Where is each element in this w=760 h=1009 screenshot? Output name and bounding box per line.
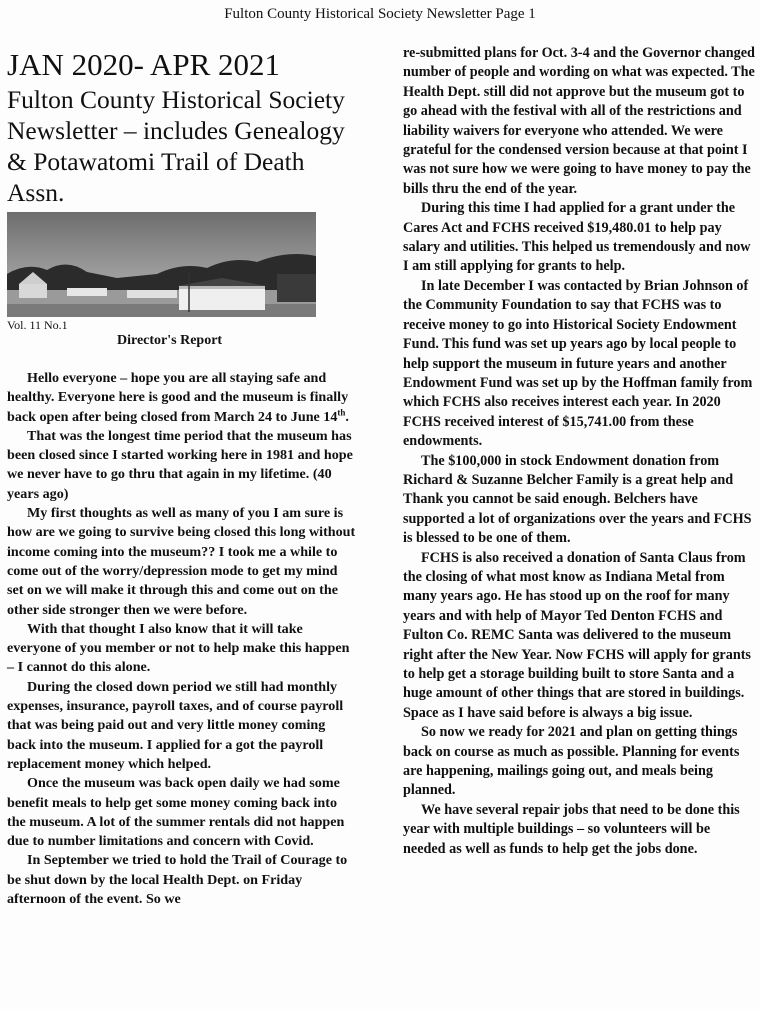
volume-number: Vol. 11 No.1 xyxy=(7,318,68,332)
right-column xyxy=(403,44,755,859)
paragraph: My first thoughts as well as many of you I am sure is how are we going to survive being closed this long without income coming into the museum?? I took me a while to come out of the worry/depression mode to get my mind set on we will make it through this and come out on the other side stronger then we were before. xyxy=(7,505,356,618)
paragraph: re-submitted plans for Oct. 3-4 and the Governor changed number of people and wording on what was expected. The Health Dept. still did not approve but the museum got to go ahead with the festival with all of the restrictions and liability waivers for everyone who attended. We were grateful for the condensed version because at that point I was not sure how we were going to have money to pay the bills thru the end of the year. xyxy=(403,45,755,197)
left-column xyxy=(7,48,357,909)
paragraph: With that thought I also know that it will take everyone of you member or not to help make this happen – I cannot do this alone. xyxy=(7,620,350,676)
paragraph: During the closed down period we still had monthly expenses, insurance, payroll taxes, and of course payroll that was being paid out and very little money coming back into the museum. I applied for a got the payroll replacement money which helped. xyxy=(7,678,344,772)
paragraph: Once the museum was back open daily we had some benefit meals to help get some money coming back into the museum. A lot of the summer rentals did not happen due to number limitations and concern with Covid. xyxy=(7,775,345,850)
paragraph: We have several repair jobs that need to be done this year with multiple buildings – so volunteers will be needed as well as funds to help get the jobs done. xyxy=(403,801,740,857)
page-header: Fulton County Historical Society Newsletter Page 1 xyxy=(224,6,536,22)
paragraph: So now we ready for 2021 and plan on getting things back on course as much as possible. Planning for events are happening, mailings going out, and meals being planned. xyxy=(403,724,740,799)
museum-photo xyxy=(7,212,316,317)
masthead-title: Fulton County Historical Society Newsletter – includes Genealogy & Potawatomi Trail of Death Assn. xyxy=(7,85,345,207)
paragraph: In late December I was contacted by Brian Johnson of the Community Foundation to say that FCHS was to receive money to go into Historical Society Endowment Fund. This fund was set up years ago by local people to help support the museum in future years and another Endowment Fund was set up by the Hoffman family from which FCHS also receives interest each year. In 2020 FCHS received interest of $15,741.00 from these endowments. xyxy=(403,277,753,450)
paragraph: FCHS is also received a donation of Santa Claus from the closing of what most know as Indiana Metal from many years ago. He has stood up on the roof for many years and with help of Mayor Ted Denton FCHS and Fulton Co. REMC Santa was delivered to the museum right after the New Year. Now FCHS will apply for grants to help get a storage building built to store Santa and a huge amount of other things that are stored in buildings. Space as I have said before is always a big issue. xyxy=(403,549,751,721)
left-body xyxy=(7,369,357,909)
paragraph: That was the longest time period that the museum has been closed since I started working here in 1981 and hope we never have to go thru that again in my lifetime. (40 years ago) xyxy=(7,427,353,502)
paragraph: Hello everyone – hope you are all staying safe and healthy. Everyone here is good and the museum is finally back open after being closed from March 24 to June 14th. xyxy=(7,370,349,425)
paragraph: In September we tried to hold the Trail of Courage to be shut down by the local Health Dept. on Friday afternoon of the event. So we xyxy=(7,852,348,908)
paragraph: During this time I had applied for a grant under the Cares Act and FCHS received $19,480.01 to help pay salary and utilities. This helped us tremendously and now I am still applying for grants to help. xyxy=(403,200,751,275)
report-heading: Director's Report xyxy=(117,333,223,348)
masthead-dates: JAN 2020- APR 2021 xyxy=(7,47,281,82)
paragraph: The $100,000 in stock Endowment donation from Richard & Suzanne Belcher Family is a great help and Thank you cannot be said enough. Belchers have supported a lot of organizations over the years and FCHS is blessed to be one of them. xyxy=(403,452,752,547)
